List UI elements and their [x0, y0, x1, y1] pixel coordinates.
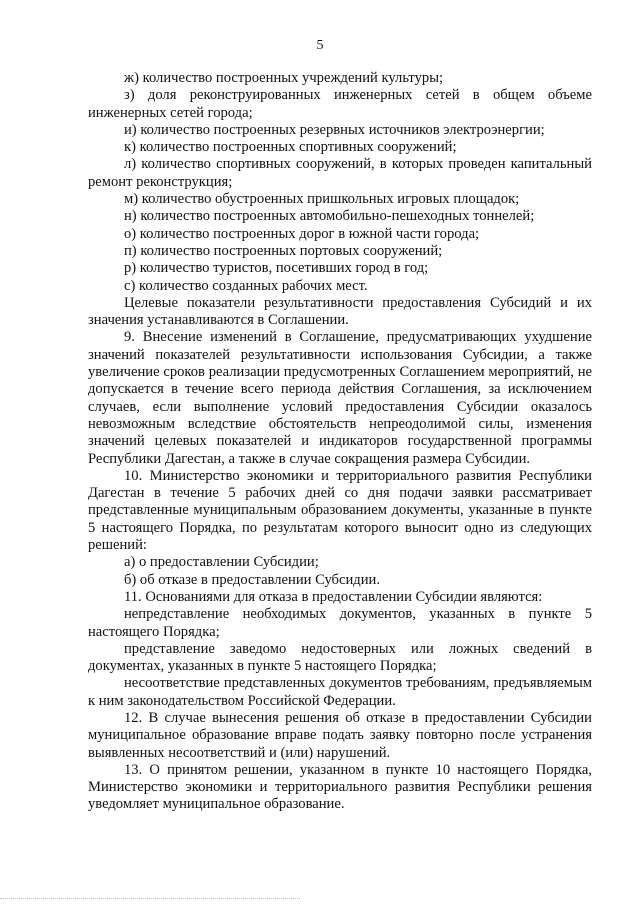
- list-item-i: и) количество построенных резервных источников электроэнергии;: [124, 121, 545, 138]
- decision-option-a: а) о предоставлении Субсидии;: [124, 554, 319, 571]
- list-item-z: з) доля реконструированных инженерных сетей в общем объеме инженерных сетей города;: [88, 87, 592, 121]
- list-item-zh: ж) количество построенных учреждений культуры;: [124, 70, 444, 86]
- list-item-k: к) количество построенных спортивных сооружений;: [124, 139, 457, 156]
- refusal-ground-3: несоответствие представленных документов требованиям, предъявляемым к ним законодательством Российской Федерации.: [88, 675, 592, 709]
- document-body: [88, 70, 592, 814]
- paragraph-12: 12. В случае вынесения решения об отказе в предоставлении Субсидии муниципальное образование вправе подать заявку повторно после устранения выявленных несоответствий и (или) нарушений.: [88, 709, 592, 761]
- paragraph-13: 13. О принятом решении, указанном в пункте 10 настоящего Порядка, Министерство экономики и территориального развития Республики решения уведомляет муниципальное образование.: [88, 761, 592, 813]
- list-item-l: л) количество спортивных сооружений, в которых проведен капитальный ремонт реконструкция;: [88, 156, 592, 190]
- paragraph-targets: Целевые показатели результативности предоставления Субсидий и их значения устанавливаются в Соглашении.: [88, 294, 592, 329]
- list-item-o: о) количество построенных дорог в южной части города;: [124, 225, 480, 242]
- list-item-n: н) количество построенных автомобильно-пешеходных тоннелей;: [124, 208, 535, 225]
- scan-artifact-line: [0, 898, 300, 899]
- refusal-ground-1: непредставление необходимых документов, указанных в пункте 5 настоящего Порядка;: [88, 606, 592, 640]
- paragraph-11: 11. Основаниями для отказа в предоставлении Субсидии являются:: [124, 588, 543, 605]
- decision-option-b: б) об отказе в предоставлении Субсидии.: [124, 571, 380, 588]
- refusal-ground-2: представление заведомо недостоверных или ложных сведений в документах, указанных в пункте 5 настоящего Порядка;: [88, 640, 592, 675]
- list-item-p: п) количество построенных портовых сооружений;: [124, 242, 443, 259]
- list-item-r: р) количество туристов, посетивших город в год;: [124, 260, 429, 277]
- paragraph-9: 9. Внесение изменений в Соглашение, предусматривающих ухудшение значений показателей результативности использования Субсидии, а также увеличение сроков реализации предусмотренных Соглашением мероприятий, не допускается в течение всего периода действия Соглашения, за исключением случаев, если выполнение условий предоставления Субсидии оказалось невозможным вследствие обстоятельств непреодолимой силы, изменения значений целевых показателей и индикаторов государственной программы Республики Дагестан, а также в случае сокращения размера Субсидии.: [88, 329, 592, 467]
- page-number: 5: [316, 38, 324, 53]
- list-item-m: м) количество обустроенных пришкольных игровых площадок;: [124, 191, 520, 208]
- paragraph-10: 10. Министерство экономики и территориального развития Республики Дагестан в течение 5 рабочих дней со дня подачи заявки рассматривает представленные муниципальным образованием документы, указанные в пункте 5 настоящего Порядка, по результатам которого выносит одно из следующих решений:: [88, 467, 592, 554]
- list-item-s: с) количество созданных рабочих мест.: [124, 277, 368, 294]
